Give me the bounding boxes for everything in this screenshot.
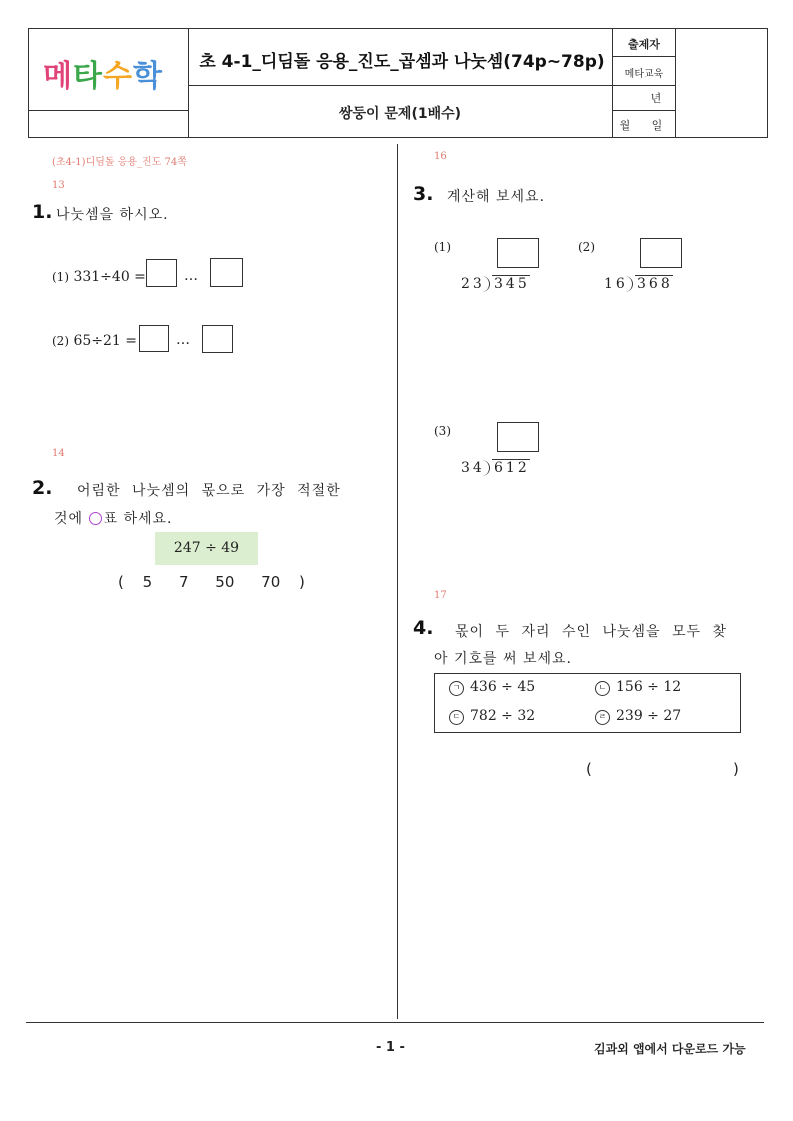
q3-item-1-division-bracket — [481, 276, 490, 292]
q4-choice-2[interactable] — [595, 679, 681, 696]
q1-item-2-expr: 65÷21 = — [73, 333, 137, 349]
worksheet-subtitle: 쌍둥이 문제(1배수) — [338, 106, 462, 122]
q4-choice-4-expr: 239 ÷ 27 — [616, 708, 682, 724]
q3-item-3-dividend: 612 — [494, 460, 530, 476]
q1-item-1-expr: 331÷40 = — [73, 269, 146, 285]
q4-text-line2: 아 기호를 써 보세요. — [434, 651, 572, 667]
q2-option-4[interactable]: 70 — [261, 573, 281, 591]
q4-choice-2-expr: 156 ÷ 12 — [616, 679, 682, 695]
q1-item-2-label: (2) — [52, 334, 69, 348]
logo-char-3: 수 — [102, 59, 133, 94]
q3-item-1-dividend: 345 — [494, 276, 530, 292]
q3-item-2-divisor: 16 — [604, 276, 628, 292]
q1-number: 1. — [32, 201, 53, 223]
choice-mark-icon: ㄹ — [595, 710, 610, 725]
q4-number: 4. — [413, 617, 434, 639]
q3-item-2-answer-box[interactable] — [640, 238, 682, 268]
logo-char-2: 타 — [72, 59, 103, 94]
year-label: 년 — [650, 92, 662, 105]
q1-item-2-remainder-box[interactable] — [202, 325, 233, 353]
q3-item-1-divisor: 23 — [461, 276, 485, 292]
source-reference: (초4-1)디딤돌 응용_진도 74쪽 — [52, 157, 187, 168]
q1-item-2-ellipsis: … — [176, 332, 190, 348]
q2-close-paren: ) — [299, 573, 305, 591]
q3-item-2-division-bracket — [624, 276, 633, 292]
q3-item-3-divisor: 34 — [461, 460, 485, 476]
choice-mark-icon: ㄱ — [449, 681, 464, 696]
q2-text-line1: 어림한 나눗셈의 몫으로 가장 적절한 — [77, 483, 341, 499]
q2-text-line2 — [54, 508, 173, 528]
q3-text: 계산해 보세요. — [447, 189, 546, 205]
q1-item-1 — [52, 269, 146, 285]
q2-option-1[interactable]: 5 — [142, 573, 153, 591]
page-number: - 1 - — [376, 1040, 405, 1055]
day-label: 일 — [651, 119, 663, 132]
worksheet-title: 초 4-1_디딤돌 응용_진도_곱셈과 나눗셈(74p~78p) — [199, 52, 605, 72]
author-label: 출제자 — [628, 38, 660, 51]
q4-text-line1: 몫이 두 자리 수인 나눗셈을 모두 찾 — [455, 624, 728, 640]
q4-choice-1[interactable] — [449, 679, 535, 696]
q2-reference: 14 — [52, 448, 65, 459]
q3-item-2-label: (2) — [578, 240, 595, 254]
q3-item-3-label: (3) — [434, 424, 451, 438]
q4-answer-close: ) — [733, 760, 739, 778]
q2-text-line2-pre: 것에 — [54, 511, 84, 527]
q4-answer-open: ( — [586, 760, 592, 778]
q3-reference: 16 — [434, 151, 447, 162]
choice-mark-icon: ㄷ — [449, 710, 464, 725]
q3-item-3-answer-box[interactable] — [497, 422, 539, 452]
q3-item-1-label: (1) — [434, 240, 451, 254]
q3-item-2-dividend: 368 — [637, 276, 673, 292]
footer-note: 김과외 앱에서 다운로드 가능 — [594, 1042, 746, 1056]
footer-line — [26, 1022, 764, 1023]
q1-text: 나눗셈을 하시오. — [56, 207, 169, 223]
q1-item-1-quotient-box[interactable] — [146, 259, 177, 287]
q4-answer-field[interactable] — [600, 758, 728, 780]
q2-open-paren: ( — [118, 573, 124, 591]
choice-mark-icon: ㄴ — [595, 681, 610, 696]
q3-item-3-division-bracket — [481, 460, 490, 476]
q4-choice-box — [434, 673, 741, 733]
q4-choice-1-expr: 436 ÷ 45 — [470, 679, 536, 695]
q4-reference: 17 — [434, 590, 447, 601]
q2-number: 2. — [32, 477, 53, 499]
q1-item-2-quotient-box[interactable] — [139, 325, 169, 352]
logo — [43, 51, 163, 95]
q2-expression: 247 ÷ 49 — [155, 532, 258, 565]
q1-item-1-ellipsis: … — [184, 268, 198, 284]
logo-char-4: 학 — [132, 59, 163, 94]
q1-item-1-label: (1) — [52, 270, 69, 284]
q3-number: 3. — [413, 183, 434, 205]
header-table — [28, 28, 768, 138]
q4-choice-3[interactable] — [449, 708, 535, 725]
month-label: 월 — [619, 119, 631, 132]
q4-choice-3-expr: 782 ÷ 32 — [470, 708, 536, 724]
q4-choice-4[interactable] — [595, 708, 681, 725]
q2-option-2[interactable]: 7 — [178, 573, 189, 591]
q1-item-1-remainder-box[interactable] — [210, 258, 243, 287]
author-value: 메타교육 — [624, 69, 664, 80]
q3-item-1-answer-box[interactable] — [497, 238, 539, 268]
q1-reference: 13 — [52, 180, 65, 191]
q2-text-line2-post: 표 하세요. — [103, 511, 173, 527]
logo-char-1: 메 — [43, 59, 73, 94]
q2-option-3[interactable]: 50 — [215, 573, 235, 591]
circle-mark-icon — [89, 512, 102, 525]
q2-options — [118, 573, 305, 591]
q1-item-2 — [52, 333, 137, 349]
column-divider — [397, 144, 398, 1019]
